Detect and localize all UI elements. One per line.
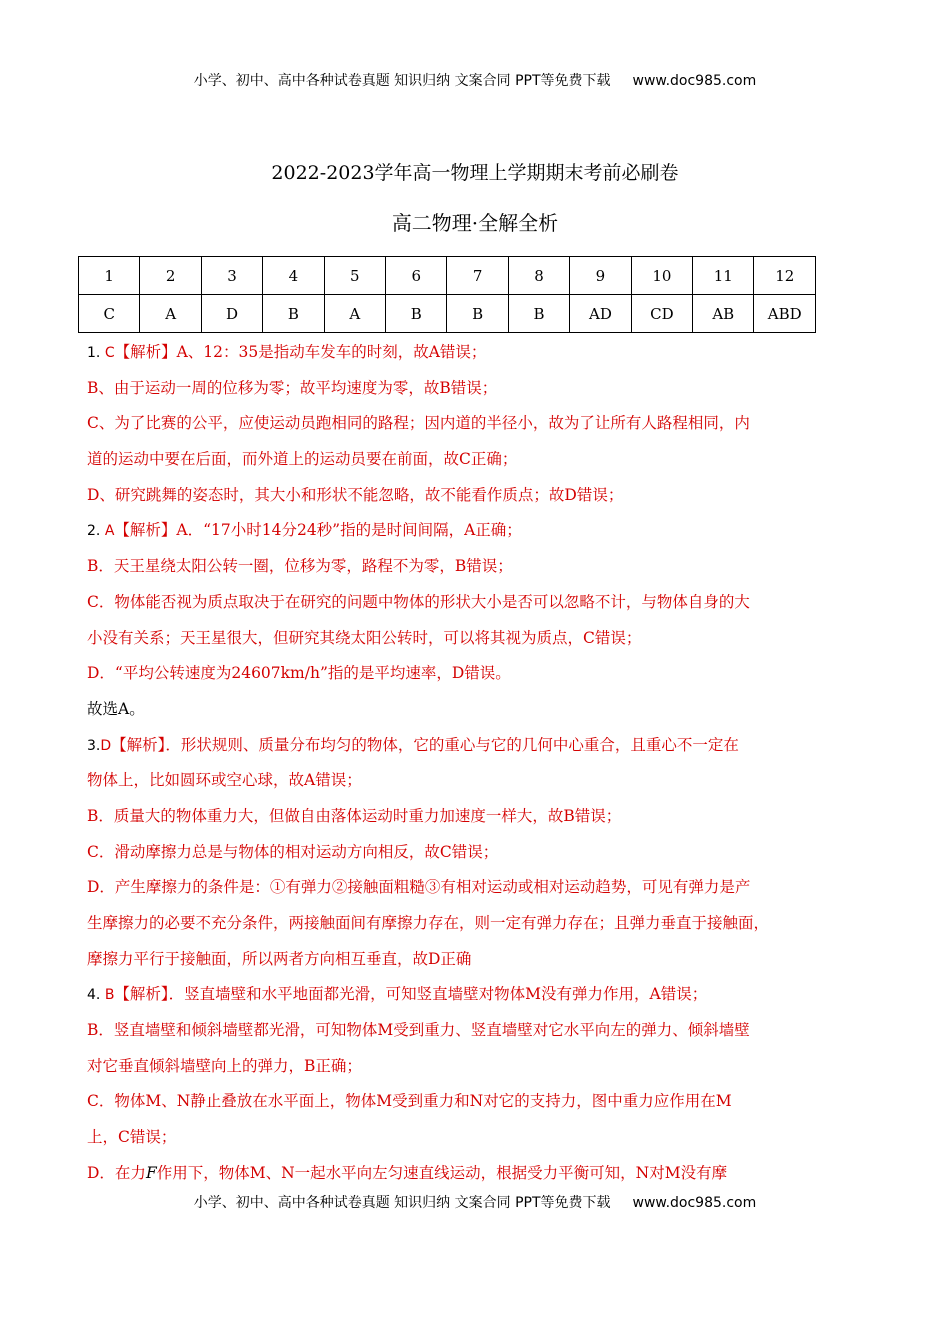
question-number-cell: 2: [140, 257, 201, 295]
answer-table-answer-row: [79, 295, 816, 333]
q2-answer: A: [104, 523, 115, 540]
q2-line: C．物体能否视为质点取决于在研究的问题中物体的形状大小是否可以忽略不计，与物体自身的大: [87, 592, 750, 611]
answer-cell: AD: [570, 295, 631, 333]
footer-url[interactable]: www.doc985.com: [632, 1195, 757, 1211]
q2-line: [87, 515, 819, 551]
q4-line: 上，C错误；: [87, 1128, 177, 1147]
q2-line: D．“平均公转速度为24607km/h”指的是平均速率，D错误。: [87, 664, 511, 683]
q4-line: B．竖直墙壁和倾斜墙壁都光滑，可知物体M受到重力、竖直墙壁对它水平向左的弹力、倾斜墙壁: [87, 1021, 750, 1040]
answer-table: [78, 256, 816, 333]
solutions-body: [87, 337, 819, 1194]
question-number: [87, 738, 111, 754]
q2-line: B．天王星绕太阳公转一圈，位移为零，路程不为零，B错误；: [87, 557, 513, 576]
q3-line: B．质量大的物体重力大，但做自由落体运动时重力加速度一样大，故B错误；: [87, 806, 622, 825]
q4-line: C．物体M、N静止叠放在水平面上，物体M受到重力和N对它的支持力，图中重力应作用在M: [87, 1092, 732, 1111]
q1-number: 1.: [87, 345, 101, 361]
q2-line: 小没有关系；天王星很大，但研究其绕太阳公转时，可以将其视为质点，C错误；: [87, 628, 642, 647]
q4-line: [87, 979, 819, 1015]
q1-line: D、研究跳舞的姿态时，其大小和形状不能忽略，故不能看作质点；故D错误；: [87, 485, 624, 504]
footer-text: 小学、初中、高中各种试卷真题 知识归纳 文案合同 PPT等免费下载: [193, 1195, 611, 1211]
q4-line: [87, 1158, 819, 1194]
answer-cell: B: [508, 295, 569, 333]
question-number-cell: 12: [754, 257, 816, 295]
q2-text: 【解析】A．“17小时14分24秒”指的是时间间隔，A正确；: [114, 521, 522, 540]
document-subtitle: 高二物理·全解全析: [391, 211, 559, 235]
header-text: 小学、初中、高中各种试卷真题 知识归纳 文案合同 PPT等免费下载: [193, 73, 611, 89]
question-number-cell: 7: [447, 257, 508, 295]
answer-cell: CD: [631, 295, 692, 333]
answer-cell: AB: [693, 295, 754, 333]
answer-cell: B: [263, 295, 324, 333]
force-variable: F: [145, 1163, 157, 1182]
q3-line: [87, 730, 819, 766]
answer-cell: B: [386, 295, 447, 333]
q1-line: 道的运动中要在后面，而外道上的运动员要在前面，故C正确；: [87, 450, 518, 469]
question-number: [87, 523, 114, 539]
answer-cell: D: [201, 295, 262, 333]
question-number-cell: 6: [386, 257, 447, 295]
question-number: [87, 987, 114, 1003]
footer: [0, 1192, 950, 1212]
q3-line: C．滑动摩擦力总是与物体的相对运动方向相反，故C错误；: [87, 842, 499, 861]
q1-answer: C: [104, 345, 115, 361]
question-number-cell: 11: [693, 257, 754, 295]
q2-conclusion: 故选A。: [87, 699, 145, 718]
q3-line: 物体上，比如圆环或空心球，故A错误；: [87, 771, 362, 790]
q1-line: C、为了比赛的公平，应使运动员跑相同的路程；因内道的半径小，故为了让所有人路程相同，内: [87, 414, 750, 433]
q3-line: 生摩擦力的必要不充分条件，两接触面间有摩擦力存在，则一定有弹力存在；且弹力垂直于接触面，: [87, 914, 770, 932]
q1-text: 【解析】A、12：35是指动车发车的时刻，故A错误；: [114, 343, 487, 361]
question-number: [87, 345, 115, 361]
answer-table-number-row: [79, 257, 816, 295]
q4-number: 4.: [87, 987, 101, 1004]
question-number-cell: 10: [631, 257, 692, 295]
document-title: 2022-2023学年高一物理上学期期末考前必刷卷: [271, 162, 679, 184]
q3-line: D．产生摩擦力的条件是：①有弹力②接触面粗糙③有相对运动或相对运动趋势，可见有弹力是产: [87, 878, 751, 897]
q2-number: 2.: [87, 523, 101, 540]
answer-cell: B: [447, 295, 508, 333]
header-url[interactable]: www.doc985.com: [632, 73, 757, 89]
q1-line: [87, 337, 819, 373]
q4-text: 【解析】．竖直墙壁和水平地面都光滑，可知竖直墙壁对物体M没有弹力作用，A错误；: [114, 985, 708, 1004]
q3-number: 3.: [87, 737, 101, 754]
q4-text-part: D．在力: [87, 1163, 146, 1182]
q1-line: B、由于运动一周的位移为零；故平均速度为零，故B错误；: [87, 378, 498, 397]
question-number-cell: 1: [79, 257, 140, 295]
q4-text-part: 作用下，物体M、N一起水平向左匀速直线运动，根据受力平衡可知，N对M没有摩: [156, 1163, 728, 1182]
q4-answer: B: [104, 987, 115, 1004]
answer-cell: ABD: [754, 295, 816, 333]
q3-answer: D: [100, 737, 112, 754]
question-number-cell: 8: [508, 257, 569, 295]
question-number-cell: 3: [201, 257, 262, 295]
question-number-cell: 4: [263, 257, 324, 295]
q3-text: 【解析】．形状规则、质量分布均匀的物体，它的重心与它的几何中心重合，且重心不一定在: [111, 735, 739, 754]
answer-cell: C: [79, 295, 140, 333]
question-number-cell: 9: [570, 257, 631, 295]
header-top: [0, 70, 950, 90]
question-number-cell: 5: [324, 257, 385, 295]
q4-line: 对它垂直倾斜墙壁向上的弹力，B正确；: [87, 1056, 362, 1075]
answer-cell: A: [140, 295, 201, 333]
answer-cell: A: [324, 295, 385, 333]
q3-line: 摩擦力平行于接触面，所以两者方向相互垂直，故D正确: [87, 949, 472, 968]
